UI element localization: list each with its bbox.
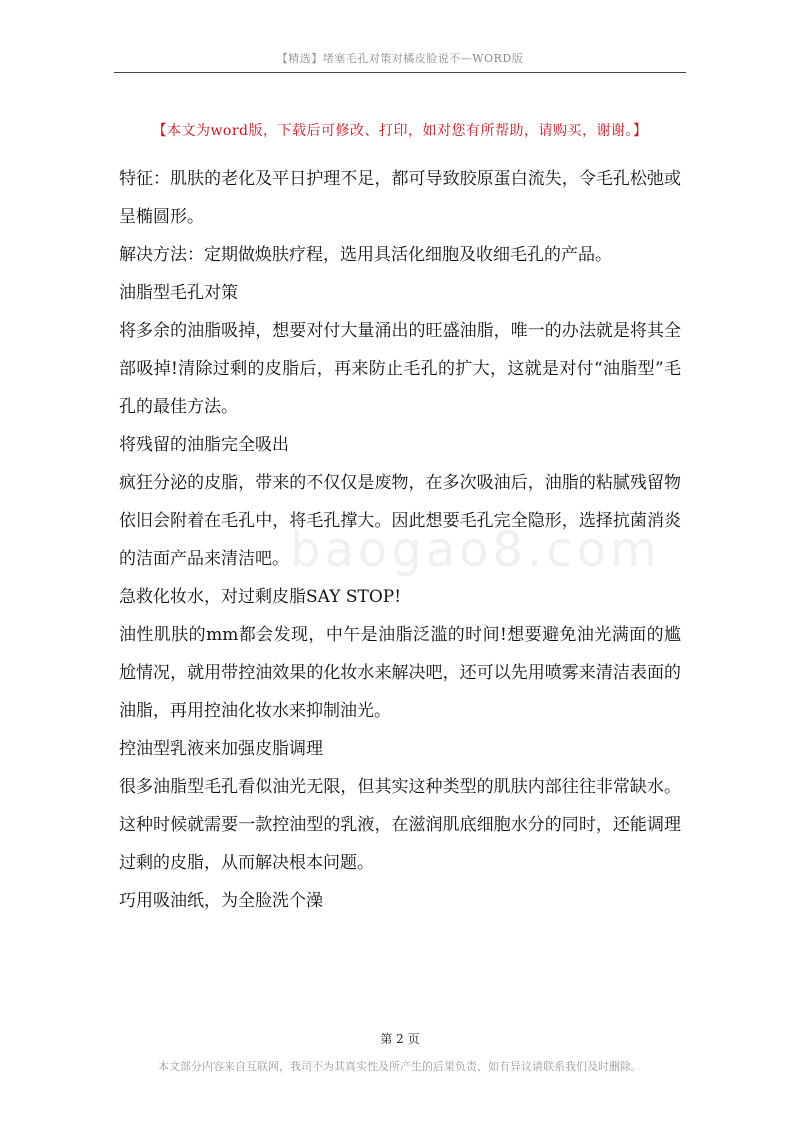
watermark: baogao8.com (290, 522, 661, 578)
section-heading: 巧用吸油纸，为全脸洗个澡 (119, 891, 323, 911)
paragraph: 解决方法：定期做焕肤疗程，选用具活化细胞及收细毛孔的产品。 (119, 245, 612, 265)
paragraph: 很多油脂型毛孔看似油光无限，但其实这种类型的肌肤内部往往非常缺水。这种时候就需要一款控油型的乳液，在滋润肌底细胞水分的同时，还能调理过剩的皮脂，从而解决根本问题。 (119, 777, 681, 873)
page-header: 【精选】堵塞毛孔对策对橘皮脸说不—WORD版 (276, 52, 524, 65)
download-notice: 【本文为word版，下载后可修改、打印，如对您有所帮助，请购买，谢谢。】 (152, 123, 648, 139)
page-number: 第 2 页 (380, 1032, 420, 1046)
header-divider (114, 72, 686, 73)
section-heading: 油脂型毛孔对策 (119, 283, 238, 303)
section-heading: 控油型乳液来加强皮脂调理 (119, 739, 323, 759)
paragraph: 油性肌肤的mm都会发现，中午是油脂泛滥的时间!想要避免油光满面的尴尬情况，就用带控油效果的化妆水来解决吧，还可以先用喷雾来清洁表面的油脂，再用控油化妆水来抑制油光。 (119, 625, 681, 721)
section-heading: 将残留的油脂完全吸出 (119, 435, 289, 455)
paragraph: 疯狂分泌的皮脂，带来的不仅仅是废物，在多次吸油后，油脂的粘腻残留物依旧会附着在毛孔中，将毛孔撑大。因此想要毛孔完全隐形，选择抗菌消炎的洁面产品来清洁吧。 (119, 473, 681, 569)
section-heading: 急救化妆水，对过剩皮脂SAY STOP! (119, 587, 402, 607)
footer-disclaimer: 本文部分内容来自互联网，我司不为其真实性及所产生的后果负责，如有异议请联系我们及时删除。 (158, 1060, 642, 1073)
paragraph: 特征：肌肤的老化及平日护理不足，都可导致胶原蛋白流失，令毛孔松弛或呈椭圆形。 (119, 169, 681, 227)
document-body (119, 160, 681, 920)
paragraph: 将多余的油脂吸掉，想要对付大量涌出的旺盛油脂，唯一的办法就是将其全部吸掉!清除过剩的皮脂后，再来防止毛孔的扩大，这就是对付“油脂型”毛孔的最佳方法。 (119, 321, 681, 417)
